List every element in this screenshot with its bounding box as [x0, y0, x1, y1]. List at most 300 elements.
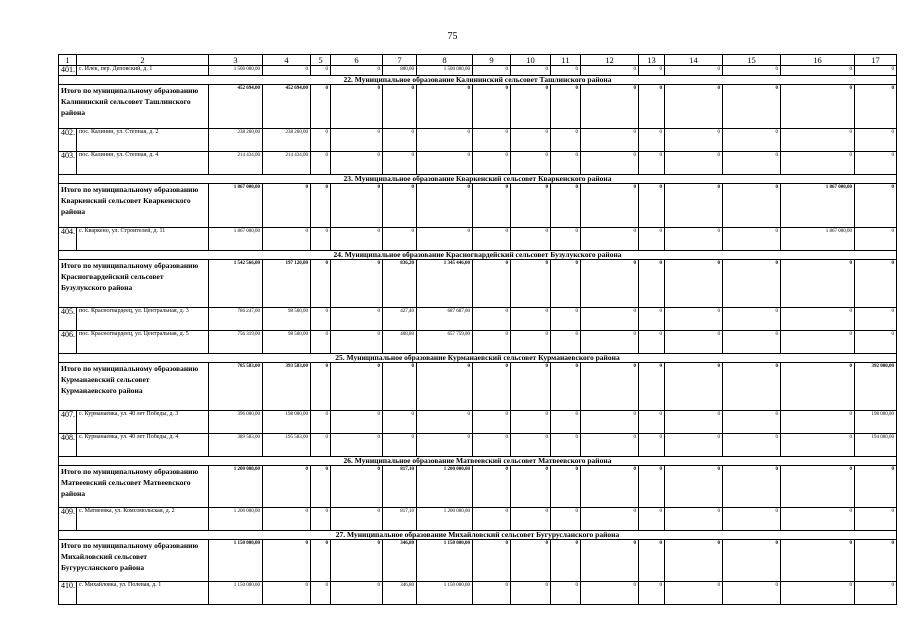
section-header-row: [59, 175, 897, 184]
value-cell: 0: [511, 85, 551, 129]
value-cell: 0: [639, 66, 665, 76]
value-cell: 0: [331, 331, 383, 354]
value-cell: 0: [639, 85, 665, 129]
value-cell: 0: [511, 582, 551, 605]
column-header: 2: [77, 55, 209, 66]
value-cell: 0: [639, 363, 665, 411]
row-number: 401.: [59, 66, 77, 76]
total-row: [59, 260, 897, 308]
value-cell: 0: [383, 411, 417, 434]
value-cell: 214 434,00: [263, 152, 311, 175]
value-cell: 0: [551, 228, 581, 251]
value-cell: 0: [551, 331, 581, 354]
value-cell: 0: [331, 66, 383, 76]
value-cell: 0: [511, 434, 551, 457]
value-cell: 800,00: [383, 66, 417, 76]
table-row: [59, 508, 897, 531]
value-cell: 0: [581, 184, 639, 228]
value-cell: 346,80: [383, 540, 417, 582]
section-header-row: [59, 531, 897, 540]
value-cell: 0: [331, 228, 383, 251]
value-cell: 0: [551, 184, 581, 228]
value-cell: 0: [665, 540, 723, 582]
value-cell: 0: [551, 152, 581, 175]
value-cell: 0: [581, 85, 639, 129]
value-cell: 0: [665, 411, 723, 434]
row-number: 407.: [59, 411, 77, 434]
value-cell: 0: [781, 85, 855, 129]
value-cell: 0: [511, 331, 551, 354]
value-cell: 0: [723, 434, 781, 457]
value-cell: 0: [263, 540, 311, 582]
value-cell: 194 000,00: [855, 434, 897, 457]
total-row: [59, 184, 897, 228]
value-cell: 0: [383, 363, 417, 411]
value-cell: 1 345 446,00: [417, 260, 473, 308]
value-cell: 0: [581, 582, 639, 605]
value-cell: 0: [551, 260, 581, 308]
value-cell: 0: [855, 228, 897, 251]
section-title: 26. Муниципальное образование Матвеевский сельсовет Матвеевского района: [59, 457, 897, 466]
value-cell: 0: [311, 260, 331, 308]
value-cell: 0: [639, 129, 665, 152]
value-cell: 0: [723, 152, 781, 175]
column-header: 7: [383, 55, 417, 66]
row-number: 404.: [59, 228, 77, 251]
value-cell: 0: [311, 363, 331, 411]
table-row: [59, 129, 897, 152]
value-cell: 0: [639, 466, 665, 508]
value-cell: 0: [581, 508, 639, 531]
row-number: 405.: [59, 308, 77, 331]
value-cell: 0: [473, 331, 511, 354]
value-cell: 1 542 566,00: [209, 260, 263, 308]
total-row: [59, 540, 897, 582]
value-cell: 786 247,00: [209, 308, 263, 331]
column-header: 8: [417, 55, 473, 66]
value-cell: 195 583,00: [263, 434, 311, 457]
row-number: 406.: [59, 331, 77, 354]
row-number: 409.: [59, 508, 77, 531]
value-cell: 0: [665, 434, 723, 457]
value-cell: 0: [473, 129, 511, 152]
section-header-row: [59, 76, 897, 85]
address-cell: с. Курманаевка, ул. 40 лет Победы, д. 3: [77, 411, 209, 434]
value-cell: 0: [855, 184, 897, 228]
value-cell: 198 000,00: [855, 411, 897, 434]
value-cell: 0: [639, 184, 665, 228]
value-cell: 0: [665, 129, 723, 152]
value-cell: 0: [311, 66, 331, 76]
value-cell: 0: [331, 540, 383, 582]
value-cell: 1 200 000,00: [417, 508, 473, 531]
value-cell: 0: [473, 411, 511, 434]
value-cell: 0: [331, 363, 383, 411]
value-cell: 0: [639, 228, 665, 251]
value-cell: 392 000,00: [855, 363, 897, 411]
value-cell: 0: [581, 129, 639, 152]
value-cell: 817,10: [383, 508, 417, 531]
value-cell: 0: [781, 260, 855, 308]
value-cell: 0: [581, 228, 639, 251]
value-cell: 0: [665, 152, 723, 175]
value-cell: 0: [855, 260, 897, 308]
value-cell: 0: [639, 540, 665, 582]
value-cell: 0: [417, 228, 473, 251]
value-cell: 1 150 000,00: [209, 582, 263, 605]
value-cell: 0: [665, 363, 723, 411]
table-body: [59, 55, 897, 605]
value-cell: 0: [511, 228, 551, 251]
section-title: 24. Муниципальное образование Красногвардейский сельсовет Бузулукского района: [59, 251, 897, 260]
value-cell: 756 319,00: [209, 331, 263, 354]
table-row: [59, 308, 897, 331]
value-cell: 238 260,00: [263, 129, 311, 152]
value-cell: 0: [639, 331, 665, 354]
value-cell: 0: [551, 582, 581, 605]
column-header: 3: [209, 55, 263, 66]
value-cell: 0: [781, 434, 855, 457]
value-cell: 0: [511, 152, 551, 175]
address-cell: с. Илек, пер. Деповский, д. 1: [77, 66, 209, 76]
value-cell: 0: [311, 582, 331, 605]
table-row: [59, 228, 897, 251]
value-cell: 346,80: [383, 582, 417, 605]
value-cell: 0: [417, 411, 473, 434]
value-cell: 0: [331, 508, 383, 531]
value-cell: 0: [417, 184, 473, 228]
page-number: 75: [447, 31, 458, 42]
value-cell: 0: [551, 85, 581, 129]
value-cell: 0: [781, 331, 855, 354]
value-cell: 0: [723, 331, 781, 354]
value-cell: 0: [511, 411, 551, 434]
address-cell: с. Курманаевка, ул. 40 лет Победы, д. 4: [77, 434, 209, 457]
value-cell: 0: [581, 331, 639, 354]
value-cell: 0: [723, 540, 781, 582]
value-cell: 98 560,00: [263, 308, 311, 331]
value-cell: 0: [383, 129, 417, 152]
value-cell: 0: [331, 184, 383, 228]
value-cell: 0: [639, 411, 665, 434]
column-header: 12: [581, 55, 639, 66]
total-row: [59, 363, 897, 411]
value-cell: 389 583,00: [209, 434, 263, 457]
value-cell: 0: [473, 85, 511, 129]
value-cell: 0: [639, 260, 665, 308]
value-cell: 0: [473, 582, 511, 605]
value-cell: 0: [311, 308, 331, 331]
value-cell: 0: [723, 228, 781, 251]
value-cell: 0: [331, 152, 383, 175]
value-cell: 0: [473, 540, 511, 582]
column-header: 10: [511, 55, 551, 66]
address-cell: с. Кваркено, ул. Строителей, д. 11: [77, 228, 209, 251]
total-label: Итого по муниципальному образованию Калининский сельсовет Ташлинского района: [59, 85, 209, 129]
value-cell: 0: [263, 582, 311, 605]
value-cell: 0: [723, 129, 781, 152]
value-cell: 0: [331, 582, 383, 605]
total-label: Итого по муниципальному образованию Михайловский сельсовет Бугурусланского района: [59, 540, 209, 582]
table-row: [59, 331, 897, 354]
value-cell: 0: [331, 260, 383, 308]
table-row: [59, 582, 897, 605]
value-cell: 0: [551, 363, 581, 411]
value-cell: 0: [311, 152, 331, 175]
value-cell: 0: [383, 152, 417, 175]
value-cell: 0: [855, 582, 897, 605]
value-cell: 0: [311, 434, 331, 457]
total-row: [59, 85, 897, 129]
value-cell: 0: [781, 66, 855, 76]
table-row: [59, 152, 897, 175]
value-cell: 1 867 000,00: [209, 184, 263, 228]
section-header-row: [59, 251, 897, 260]
value-cell: 0: [511, 308, 551, 331]
value-cell: 0: [331, 308, 383, 331]
value-cell: 0: [331, 466, 383, 508]
section-header-row: [59, 354, 897, 363]
value-cell: 0: [723, 184, 781, 228]
value-cell: 687 687,00: [417, 308, 473, 331]
column-header: 1: [59, 55, 77, 66]
value-cell: 0: [263, 508, 311, 531]
row-number: 408.: [59, 434, 77, 457]
value-cell: 0: [311, 129, 331, 152]
column-header: 9: [473, 55, 511, 66]
value-cell: 0: [263, 228, 311, 251]
value-cell: 1 500 000,00: [417, 66, 473, 76]
value-cell: 0: [723, 582, 781, 605]
value-cell: 0: [511, 466, 551, 508]
value-cell: 1 200 000,00: [209, 508, 263, 531]
value-cell: 0: [473, 308, 511, 331]
value-cell: 0: [855, 129, 897, 152]
column-header: 14: [665, 55, 723, 66]
column-header: 17: [855, 55, 897, 66]
value-cell: 0: [781, 540, 855, 582]
value-cell: 1 150 000,00: [417, 540, 473, 582]
value-cell: 0: [723, 308, 781, 331]
value-cell: 0: [417, 152, 473, 175]
value-cell: 0: [581, 260, 639, 308]
value-cell: 0: [263, 184, 311, 228]
total-label: Итого по муниципальному образованию Красногвардейский сельсовет Бузулукского района: [59, 260, 209, 308]
value-cell: 0: [855, 85, 897, 129]
address-cell: пос. Калинин, ул. Степная, д. 2: [77, 129, 209, 152]
table-row: [59, 434, 897, 457]
value-cell: 0: [331, 85, 383, 129]
section-title: 25. Муниципальное образование Курманаевский сельсовет Курманаевского района: [59, 354, 897, 363]
register-table: [58, 54, 897, 605]
address-cell: пос. Калинин, ул. Степная, д. 4: [77, 152, 209, 175]
value-cell: 0: [311, 85, 331, 129]
value-cell: 0: [781, 411, 855, 434]
value-cell: 0: [417, 434, 473, 457]
column-header: 11: [551, 55, 581, 66]
value-cell: 0: [331, 129, 383, 152]
value-cell: 0: [551, 434, 581, 457]
value-cell: 1 200 000,00: [209, 466, 263, 508]
value-cell: 0: [665, 85, 723, 129]
value-cell: 1 867 000,00: [781, 228, 855, 251]
value-cell: 98 560,00: [263, 331, 311, 354]
column-header: 15: [723, 55, 781, 66]
value-cell: 0: [723, 508, 781, 531]
value-cell: 0: [311, 411, 331, 434]
value-cell: 0: [511, 129, 551, 152]
value-cell: 0: [511, 260, 551, 308]
value-cell: 0: [665, 466, 723, 508]
value-cell: 0: [855, 508, 897, 531]
value-cell: 0: [551, 129, 581, 152]
value-cell: 1 867 000,00: [781, 184, 855, 228]
value-cell: 0: [781, 363, 855, 411]
value-cell: 0: [855, 152, 897, 175]
section-title: 23. Муниципальное образование Кваркенский сельсовет Кваркенского района: [59, 175, 897, 184]
value-cell: 1 867 000,00: [209, 228, 263, 251]
value-cell: 0: [473, 228, 511, 251]
row-number: 403.: [59, 152, 77, 175]
address-cell: с. Матвеевка, ул. Комсомольская, д. 2: [77, 508, 209, 531]
column-header: 16: [781, 55, 855, 66]
column-header: 13: [639, 55, 665, 66]
value-cell: 0: [581, 434, 639, 457]
value-cell: 0: [639, 582, 665, 605]
address-cell: с. Михайловка, ул. Полевая, д. 1: [77, 582, 209, 605]
value-cell: 836,20: [383, 260, 417, 308]
value-cell: 0: [311, 540, 331, 582]
value-cell: 0: [581, 466, 639, 508]
value-cell: 0: [511, 540, 551, 582]
value-cell: 0: [665, 331, 723, 354]
total-label: Итого по муниципальному образованию Курманаевский сельсовет Курманаевского района: [59, 363, 209, 411]
value-cell: 0: [639, 508, 665, 531]
value-cell: 0: [665, 508, 723, 531]
value-cell: 0: [665, 228, 723, 251]
value-cell: 1 200 000,00: [417, 466, 473, 508]
value-cell: 1 150 000,00: [417, 582, 473, 605]
value-cell: 0: [511, 363, 551, 411]
value-cell: 0: [639, 308, 665, 331]
value-cell: 0: [581, 152, 639, 175]
column-header: 6: [331, 55, 383, 66]
value-cell: 0: [383, 184, 417, 228]
value-cell: 0: [263, 66, 311, 76]
value-cell: 0: [581, 308, 639, 331]
value-cell: 0: [511, 184, 551, 228]
value-cell: 0: [551, 308, 581, 331]
value-cell: 0: [311, 508, 331, 531]
value-cell: 0: [311, 228, 331, 251]
value-cell: 0: [781, 466, 855, 508]
value-cell: 0: [639, 152, 665, 175]
value-cell: 0: [723, 363, 781, 411]
header-row: [59, 55, 897, 66]
value-cell: 0: [665, 582, 723, 605]
value-cell: 0: [665, 66, 723, 76]
total-row: [59, 466, 897, 508]
value-cell: 0: [417, 129, 473, 152]
value-cell: 0: [417, 85, 473, 129]
value-cell: 785 583,00: [209, 363, 263, 411]
value-cell: 0: [781, 152, 855, 175]
table-row: [59, 411, 897, 434]
value-cell: 657 759,00: [417, 331, 473, 354]
address-cell: пос. Красногвардеец, ул. Центральная, д. 3: [77, 308, 209, 331]
value-cell: 0: [311, 466, 331, 508]
value-cell: 0: [331, 434, 383, 457]
value-cell: 198 000,00: [263, 411, 311, 434]
value-cell: 214 434,00: [209, 152, 263, 175]
section-title: 27. Муниципальное образование Михайловский сельсовет Бугурусланского района: [59, 531, 897, 540]
value-cell: 0: [417, 363, 473, 411]
value-cell: 0: [855, 331, 897, 354]
value-cell: 197 120,00: [263, 260, 311, 308]
value-cell: 0: [311, 331, 331, 354]
value-cell: 0: [551, 508, 581, 531]
value-cell: 0: [723, 260, 781, 308]
value-cell: 0: [665, 260, 723, 308]
value-cell: 0: [665, 308, 723, 331]
table-row: [59, 66, 897, 76]
value-cell: 0: [473, 260, 511, 308]
value-cell: 0: [473, 466, 511, 508]
value-cell: 0: [581, 540, 639, 582]
value-cell: 452 694,00: [209, 85, 263, 129]
value-cell: 0: [855, 466, 897, 508]
section-header-row: [59, 457, 897, 466]
total-label: Итого по муниципальному образованию Матвеевский сельсовет Матвеевского района: [59, 466, 209, 508]
value-cell: 0: [473, 184, 511, 228]
address-cell: пос. Красногвардеец, ул. Центральная, д. 5: [77, 331, 209, 354]
value-cell: 408,80: [383, 331, 417, 354]
value-cell: 0: [723, 85, 781, 129]
value-cell: 0: [473, 66, 511, 76]
value-cell: 0: [855, 66, 897, 76]
row-number: 410.: [59, 582, 77, 605]
column-header: 4: [263, 55, 311, 66]
value-cell: 0: [551, 466, 581, 508]
value-cell: 0: [473, 434, 511, 457]
value-cell: 0: [551, 411, 581, 434]
value-cell: 238 260,00: [209, 129, 263, 152]
value-cell: 0: [551, 540, 581, 582]
value-cell: 0: [473, 363, 511, 411]
value-cell: 0: [781, 308, 855, 331]
value-cell: 0: [723, 466, 781, 508]
value-cell: 0: [723, 411, 781, 434]
value-cell: 0: [311, 184, 331, 228]
value-cell: 817,10: [383, 466, 417, 508]
value-cell: 393 583,00: [263, 363, 311, 411]
value-cell: 452 694,00: [263, 85, 311, 129]
value-cell: 0: [473, 508, 511, 531]
total-label: Итого по муниципальному образованию Кваркенский сельсовет Кваркенского района: [59, 184, 209, 228]
value-cell: 0: [781, 582, 855, 605]
value-cell: 0: [551, 66, 581, 76]
value-cell: 0: [263, 466, 311, 508]
row-number: 402.: [59, 129, 77, 152]
value-cell: 0: [855, 308, 897, 331]
value-cell: 0: [581, 411, 639, 434]
value-cell: 0: [331, 411, 383, 434]
value-cell: 1 150 000,00: [209, 540, 263, 582]
value-cell: 0: [383, 85, 417, 129]
value-cell: 0: [473, 152, 511, 175]
value-cell: 0: [511, 508, 551, 531]
value-cell: 1 500 000,00: [209, 66, 263, 76]
